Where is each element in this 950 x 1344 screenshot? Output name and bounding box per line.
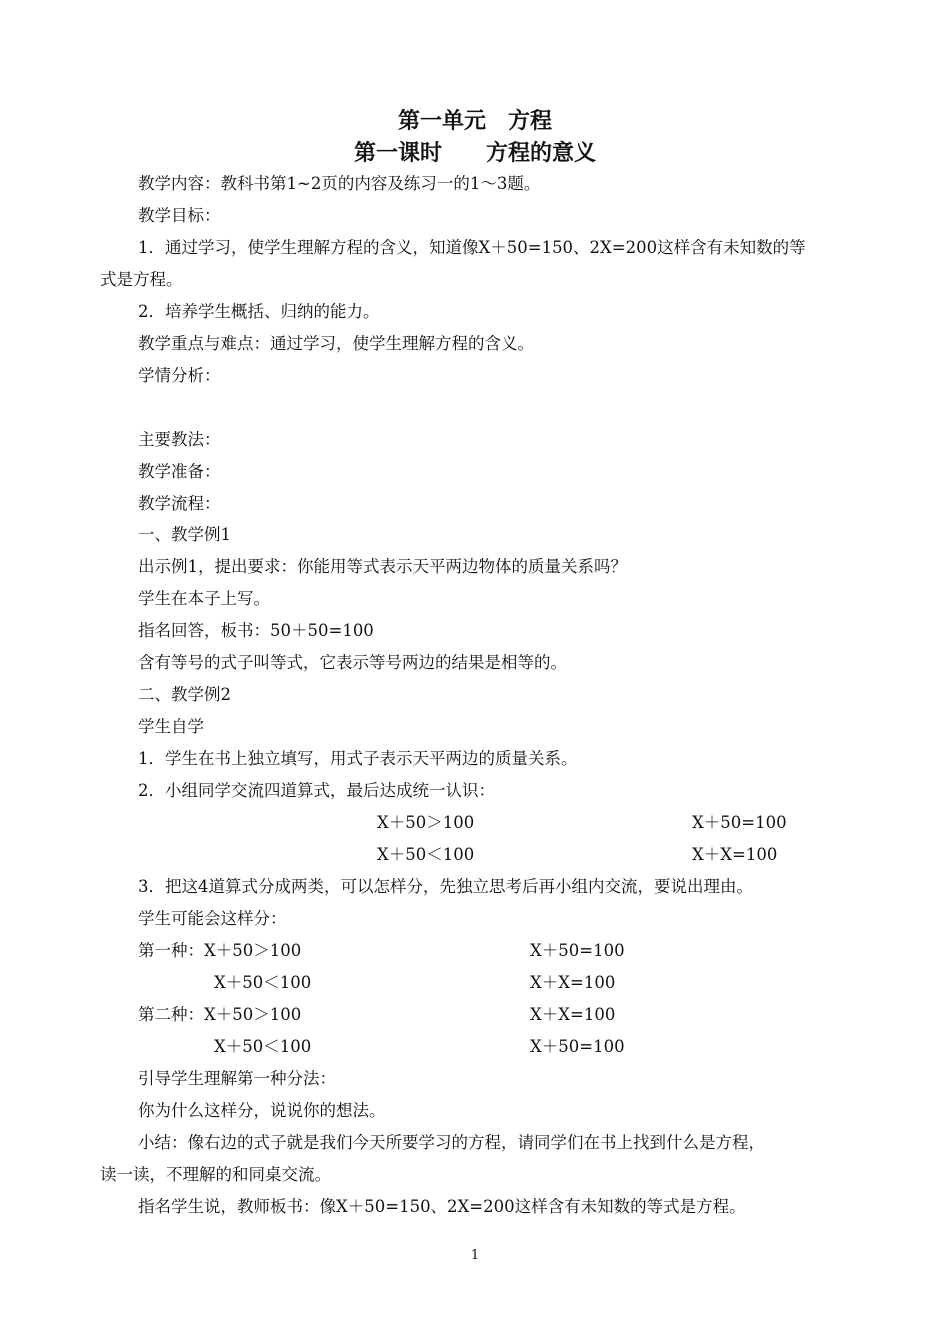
- goal-2: 2．培养学生概括、归纳的能力。: [138, 302, 380, 321]
- self-study: 学生自学: [138, 717, 204, 736]
- page-number: 1: [470, 1248, 480, 1263]
- students-write: 学生在本子上写。: [138, 589, 270, 608]
- section-1-heading: 一、教学例1: [138, 525, 231, 544]
- section-2-heading: 二、教学例2: [138, 685, 231, 704]
- teaching-flow-label: 教学流程：: [138, 494, 221, 513]
- teaching-goals-label: 教学目标：: [138, 206, 221, 225]
- expression: X＋X=100: [692, 845, 778, 864]
- lesson-title: 第一课时 方程的意义: [353, 141, 596, 166]
- summary-continued: 读一读，不理解的和同桌交流。: [100, 1165, 331, 1184]
- grouping-1-row-1: 第一种：X＋50＞100: [138, 941, 302, 960]
- step-2: 2．小组同学交流四道算式，最后达成统一认识：: [138, 781, 495, 800]
- expression: X＋50＞100: [377, 813, 475, 832]
- expression: X＋50＜100: [214, 1037, 312, 1056]
- board-writing-2: 指名学生说，教师板书：像X＋50=150、2X=200这样含有未知数的等式是方程。: [138, 1197, 746, 1216]
- teaching-prep-label: 教学准备：: [138, 462, 221, 481]
- example-1-prompt: 出示例1，提出要求：你能用等式表示天平两边物体的质量关系吗？: [138, 557, 627, 576]
- key-points: 教学重点与难点：通过学习，使学生理解方程的含义。: [138, 334, 534, 353]
- expression: X＋50＜100: [377, 845, 475, 864]
- step-3: 3．把这4道算式分成两类，可以怎样分，先独立思考后再小组内交流，要说出理由。: [138, 877, 753, 896]
- guide-first-method: 引导学生理解第一种分法：: [138, 1069, 336, 1088]
- expression: X＋50=100: [530, 1037, 625, 1056]
- unit-title: 第一单元 方程: [397, 109, 552, 134]
- grouping-2-row-1: 第二种：X＋50＞100: [138, 1005, 302, 1024]
- expression: X＋50=100: [530, 941, 625, 960]
- summary: 小结：像右边的式子就是我们今天所要学习的方程，请同学们在书上找到什么是方程，: [138, 1133, 765, 1152]
- expression: X＋X=100: [530, 973, 616, 992]
- why-question: 你为什么这样分，说说你的想法。: [138, 1101, 386, 1120]
- student-analysis-label: 学情分析：: [138, 366, 221, 385]
- expression: X＋50＜100: [214, 973, 312, 992]
- equation-definition: 含有等号的式子叫等式，它表示等号两边的结果是相等的。: [138, 653, 567, 672]
- goal-1-continued: 式是方程。: [100, 270, 183, 289]
- expression: X＋50=100: [692, 813, 787, 832]
- goal-1: 1．通过学习，使学生理解方程的含义，知道像X＋50=150、2X=200这样含有未知数的等: [138, 238, 806, 257]
- teaching-method-label: 主要教法：: [138, 430, 221, 449]
- step-1: 1．学生在书上独立填写，用式子表示天平两边的质量关系。: [138, 749, 578, 768]
- possible-grouping-label: 学生可能会这样分：: [138, 909, 287, 928]
- board-writing-1: 指名回答，板书：50＋50=100: [138, 621, 374, 640]
- expression: X＋X=100: [530, 1005, 616, 1024]
- teaching-content: 教学内容：教科书第1~2页的内容及练习一的1～3题。: [138, 174, 541, 193]
